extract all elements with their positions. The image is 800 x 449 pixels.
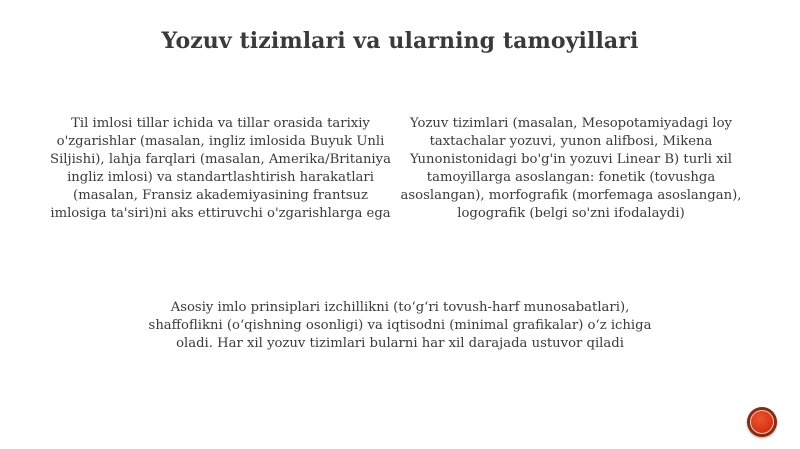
left-text-block: Til imlosi tillar ichida va tillar orasida tarixiy o'zgarishlar (masalan, ingliz imlosida Buyuk Unli Siljishi), lahja farqlari (masalan, Amerika/Britaniya ingliz imlosi) va standartlashtirish harakatlari (masalan, Fransiz akademiyasining frantsuz imlosiga ta'siri)ni aks ettiruvchi o'zgarishlarga ega [50,116,391,221]
circle-button-icon[interactable] [747,407,777,437]
slide-title: Yozuv tizimlari va ularning tamoyillari [161,28,639,54]
right-text-block: Yozuv tizimlari (masalan, Mesopotamiyadagi loy taxtachalar yozuvi, yunon alifbosi, Mikena Yunonistonidagi bo'g'in yozuvi Linear B) turli xil tamoyillarga asoslangan: fonetik (tovushga asoslangan), morfografik (morfemaga asoslangan), logografik (belgi so'zni ifodalaydi) [400,116,742,221]
bottom-text-block: Asosiy imlo prinsiplari izchillikni (to‘g‘ri tovush-harf munosabatlari), shaffoflikni (o‘qishning osonligi) va iqtisodni (minimal grafikalar) o‘z ichiga oladi. Har xil yozuv tizimlari bularni har xil darajada ustuvor qiladi [148,300,652,351]
circle-button-inner [750,410,774,434]
